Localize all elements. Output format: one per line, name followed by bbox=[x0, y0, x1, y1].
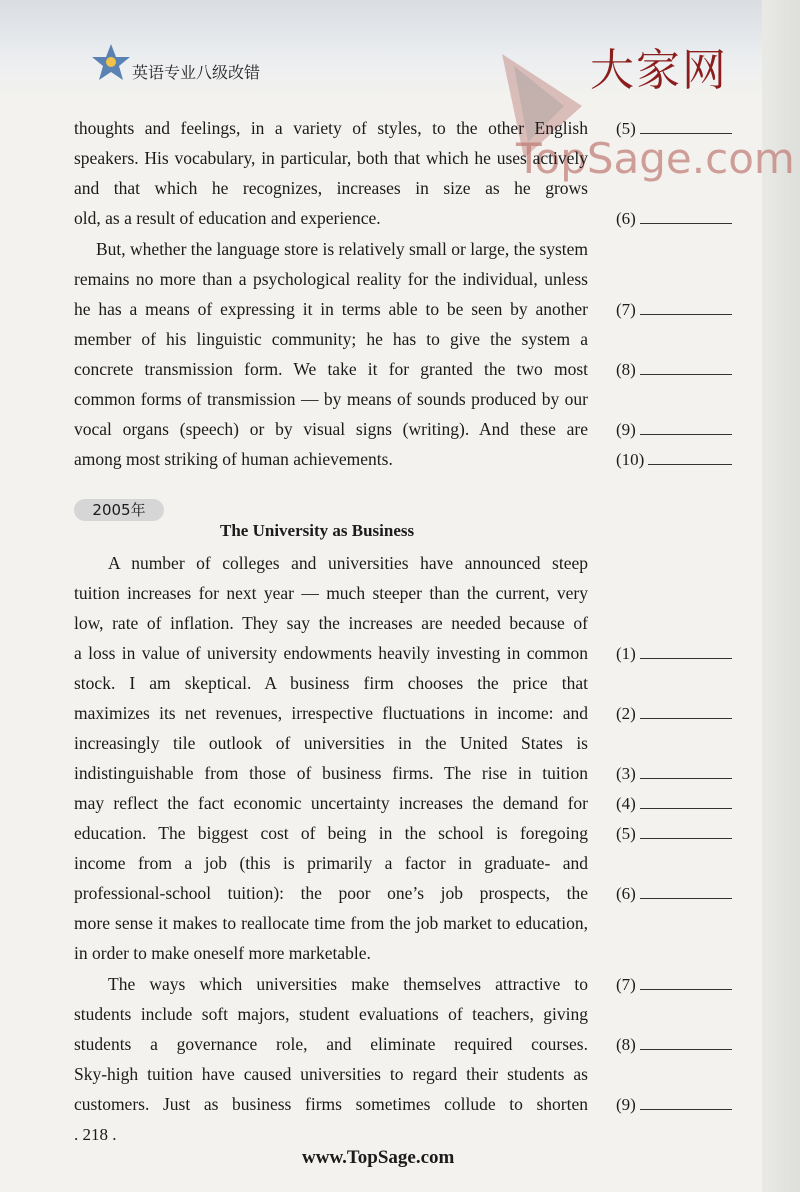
passage-title: The University as Business bbox=[220, 521, 415, 540]
text-line: maximizes its net revenues, irrespective fluctuations in income: and bbox=[74, 703, 588, 723]
text-line: But, whether the language store is relatively small or large, the system bbox=[96, 239, 588, 259]
text-line: vocal organs (speech) or by visual signs (writing). And these are bbox=[74, 419, 588, 439]
blank-number: (9) bbox=[616, 1095, 636, 1114]
year-badge: 2005年 bbox=[74, 499, 164, 521]
answer-blank[interactable] bbox=[616, 702, 744, 725]
logo-en: TopSage.com bbox=[516, 134, 795, 183]
answer-blank[interactable] bbox=[616, 448, 744, 471]
text-line: The ways which universities make themselves attractive to bbox=[108, 974, 588, 994]
logo-cn: 大家网 bbox=[590, 45, 728, 96]
blank-line bbox=[640, 207, 732, 224]
text-line: remains no more than a psychological reality for the individual, unless bbox=[74, 269, 588, 289]
blank-line bbox=[640, 117, 732, 134]
blank-line bbox=[640, 1093, 732, 1110]
text-line: tuition increases for next year — much steeper than the current, very bbox=[74, 583, 588, 603]
blank-line bbox=[640, 882, 732, 899]
blank-line bbox=[640, 358, 732, 375]
text-line: professional-school tuition): the poor one’s job prospects, the bbox=[74, 883, 588, 903]
text-line: and that which he recognizes, increases in size as he grows bbox=[74, 178, 588, 198]
text-line: may reflect the fact economic uncertainty increases the demand for bbox=[74, 793, 588, 813]
blank-line bbox=[640, 1033, 732, 1050]
text-line: thoughts and feelings, in a variety of styles, to the other English bbox=[74, 118, 588, 138]
text-line: Sky-high tuition have caused universities to regard their students as bbox=[74, 1064, 588, 1084]
blank-number: (8) bbox=[616, 1035, 636, 1054]
answer-blank[interactable] bbox=[616, 642, 744, 665]
text-line: in order to make oneself more marketable. bbox=[74, 943, 371, 963]
blank-number: (1) bbox=[616, 644, 636, 663]
text-line: students include soft majors, student evaluations of teachers, giving bbox=[74, 1004, 588, 1024]
text-line: common forms of transmission — by means of sounds produced by our bbox=[74, 389, 588, 409]
blank-line bbox=[640, 762, 732, 779]
text-line: indistinguishable from those of business firms. The rise in tuition bbox=[74, 763, 588, 783]
text-line: A number of colleges and universities have announced steep bbox=[108, 553, 588, 573]
page-number: . 218 . bbox=[74, 1125, 117, 1144]
blank-line bbox=[640, 418, 732, 435]
text-line: increasingly tile outlook of universities in the United States is bbox=[74, 733, 588, 753]
text-line: a loss in value of university endowments heavily investing in common bbox=[74, 643, 588, 663]
answer-blank[interactable] bbox=[616, 298, 744, 321]
book-title: 英语专业八级改错 bbox=[132, 63, 261, 82]
blank-line bbox=[640, 822, 732, 839]
blank-number: (9) bbox=[616, 420, 636, 439]
blank-number: (7) bbox=[616, 300, 636, 319]
answer-blank[interactable] bbox=[616, 822, 744, 845]
text-line: income from a job (this is primarily a factor in graduate- and bbox=[74, 853, 588, 873]
answer-blank[interactable] bbox=[616, 1093, 744, 1116]
text-line: speakers. His vocabulary, in particular, both that which he uses actively bbox=[74, 148, 588, 168]
blank-number: (7) bbox=[616, 975, 636, 994]
blank-number: (3) bbox=[616, 764, 636, 783]
footer-url: www.TopSage.com bbox=[302, 1147, 455, 1168]
blank-line bbox=[640, 792, 732, 809]
answer-blank[interactable] bbox=[616, 792, 744, 815]
blank-line bbox=[640, 702, 732, 719]
blank-line bbox=[648, 448, 732, 465]
star-mascot-icon bbox=[90, 42, 132, 84]
answer-blank[interactable] bbox=[616, 882, 744, 905]
blank-number: (5) bbox=[616, 119, 636, 138]
blank-number: (4) bbox=[616, 794, 636, 813]
answer-blank[interactable] bbox=[616, 207, 744, 230]
blank-number: (6) bbox=[616, 884, 636, 903]
text-line: old, as a result of education and experience. bbox=[74, 208, 381, 228]
text-line: more sense it makes to reallocate time from the job market to education, bbox=[74, 913, 588, 933]
blank-number: (10) bbox=[616, 450, 645, 469]
answer-blank[interactable] bbox=[616, 358, 744, 381]
text-line: stock. I am skeptical. A business firm chooses the price that bbox=[74, 673, 588, 693]
text-line: low, rate of inflation. They say the increases are needed because of bbox=[74, 613, 588, 633]
answer-blank[interactable] bbox=[616, 973, 744, 996]
text-line: among most striking of human achievements. bbox=[74, 449, 393, 469]
blank-number: (5) bbox=[616, 824, 636, 843]
blank-line bbox=[640, 642, 732, 659]
blank-line bbox=[640, 298, 732, 315]
text-line: concrete transmission form. We take it for granted the two most bbox=[74, 359, 588, 379]
answer-blank[interactable] bbox=[616, 418, 744, 441]
blank-number: (2) bbox=[616, 704, 636, 723]
text-line: students a governance role, and eliminate required courses. bbox=[74, 1034, 588, 1054]
text-line: education. The biggest cost of being in the school is foregoing bbox=[74, 823, 588, 843]
text-line: customers. Just as business firms sometimes collude to shorten bbox=[74, 1094, 588, 1114]
blank-line bbox=[640, 973, 732, 990]
answer-blank[interactable] bbox=[616, 762, 744, 785]
blank-number: (8) bbox=[616, 360, 636, 379]
text-line: member of his linguistic community; he has to give the system a bbox=[74, 329, 588, 349]
blank-number: (6) bbox=[616, 209, 636, 228]
answer-blank[interactable] bbox=[616, 1033, 744, 1056]
text-line: he has a means of expressing it in terms able to be seen by another bbox=[74, 299, 588, 319]
answer-blank[interactable] bbox=[616, 117, 744, 140]
